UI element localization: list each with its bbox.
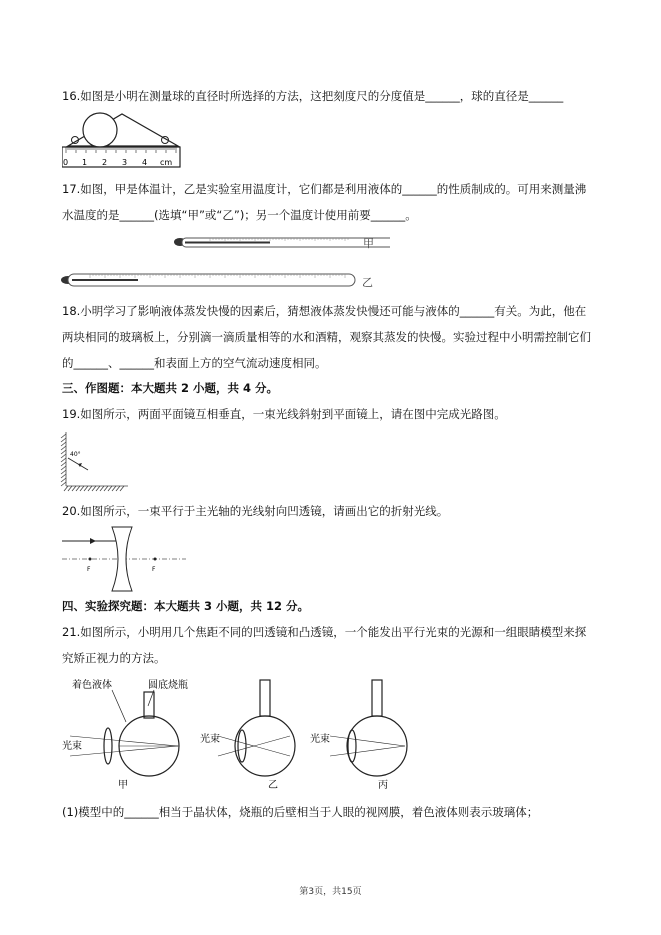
label-yi: 乙 xyxy=(362,276,373,289)
label-light-beam-c: 光束 xyxy=(310,734,330,745)
thermometer-yi xyxy=(61,274,355,286)
flask-yi xyxy=(218,680,295,776)
q21-line2: 究矫正视力的方法。 xyxy=(62,651,166,665)
ruler-label-3: 3 xyxy=(122,158,128,167)
label-colored-liquid: 着色液体 xyxy=(72,680,112,691)
q18-line3: 的______、______和表面上方的空气流动速度相同。 xyxy=(62,356,327,370)
q21-line1: 21.如图所示，小明用几个焦距不同的凹透镜和凸透镜，一个能发出平行光束的光源和一组眼睛模型来探 xyxy=(62,625,587,639)
page-footer: 第3页，共15页 xyxy=(299,887,362,897)
thermometer-jia xyxy=(174,238,390,247)
q16-text: 16.如图是小明在测量球的直径时所选择的方法，这把刻度尺的分度值是______，球的直径是______ xyxy=(62,89,564,103)
caption-bing: 丙 xyxy=(378,780,388,791)
focus-right: F xyxy=(152,566,156,573)
focus-left: F xyxy=(87,566,91,573)
q16-ruler-figure xyxy=(62,110,182,170)
ruler-label-4: 4 xyxy=(142,158,148,167)
label-light-beam-b: 光束 xyxy=(200,734,220,745)
q20-text: 20.如图所示，一束平行于主光轴的光线射向凹透镜，请画出它的折射光线。 xyxy=(62,504,449,518)
label-light-beam-a: 光束 xyxy=(62,741,82,752)
q21-sub1: (1)模型中的______相当于晶状体，烧瓶的后壁相当于人眼的视网膜，着色液体则表示玻璃体； xyxy=(62,805,539,819)
label-round-flask: 圆底烧瓶 xyxy=(148,680,188,691)
q19-mirror-figure xyxy=(60,430,130,492)
flask-bing xyxy=(330,680,407,776)
q20-lens-figure xyxy=(60,525,190,595)
caption-yi: 乙 xyxy=(268,780,278,791)
ruler-label-2: 2 xyxy=(102,158,108,167)
q17-line1: 17.如图，甲是体温计，乙是实验室用温度计，它们都是利用液体的______的性质制成的。可用来测量沸 xyxy=(62,182,587,196)
ruler-label-0: 0 xyxy=(63,158,69,167)
section-4-heading: 四、实验探究题：本大题共 3 小题，共 12 分。 xyxy=(62,599,310,613)
q18-line2: 两块相同的玻璃板上，分别滴一滴质量相等的水和酒精，观察其蒸发的快慢。实验过程中小明需控制它们 xyxy=(62,330,591,344)
q17-thermometers xyxy=(60,232,390,292)
flask-jia xyxy=(70,692,179,776)
label-jia: 甲 xyxy=(363,237,374,250)
q21-eye-model-figure xyxy=(60,676,420,796)
ruler-label-1: 1 xyxy=(82,158,88,167)
q19-text: 19.如图所示，两面平面镜互相垂直，一束光线斜射到平面镜上，请在图中完成光路图。 xyxy=(62,407,506,421)
section-3-heading: 三、作图题：本大题共 2 小题，共 4 分。 xyxy=(62,381,279,395)
q18-line1: 18.小明学习了影响液体蒸发快慢的因素后，猜想液体蒸发快慢还可能与液体的______有关。为此，他在 xyxy=(62,304,587,318)
q17-line2: 水温度的是______(选填“甲”或“乙”)；另一个温度计使用前要______。 xyxy=(62,208,417,222)
caption-jia: 甲 xyxy=(118,780,128,791)
ruler-label-cm: cm xyxy=(160,158,173,167)
angle-label: 40° xyxy=(70,451,81,458)
